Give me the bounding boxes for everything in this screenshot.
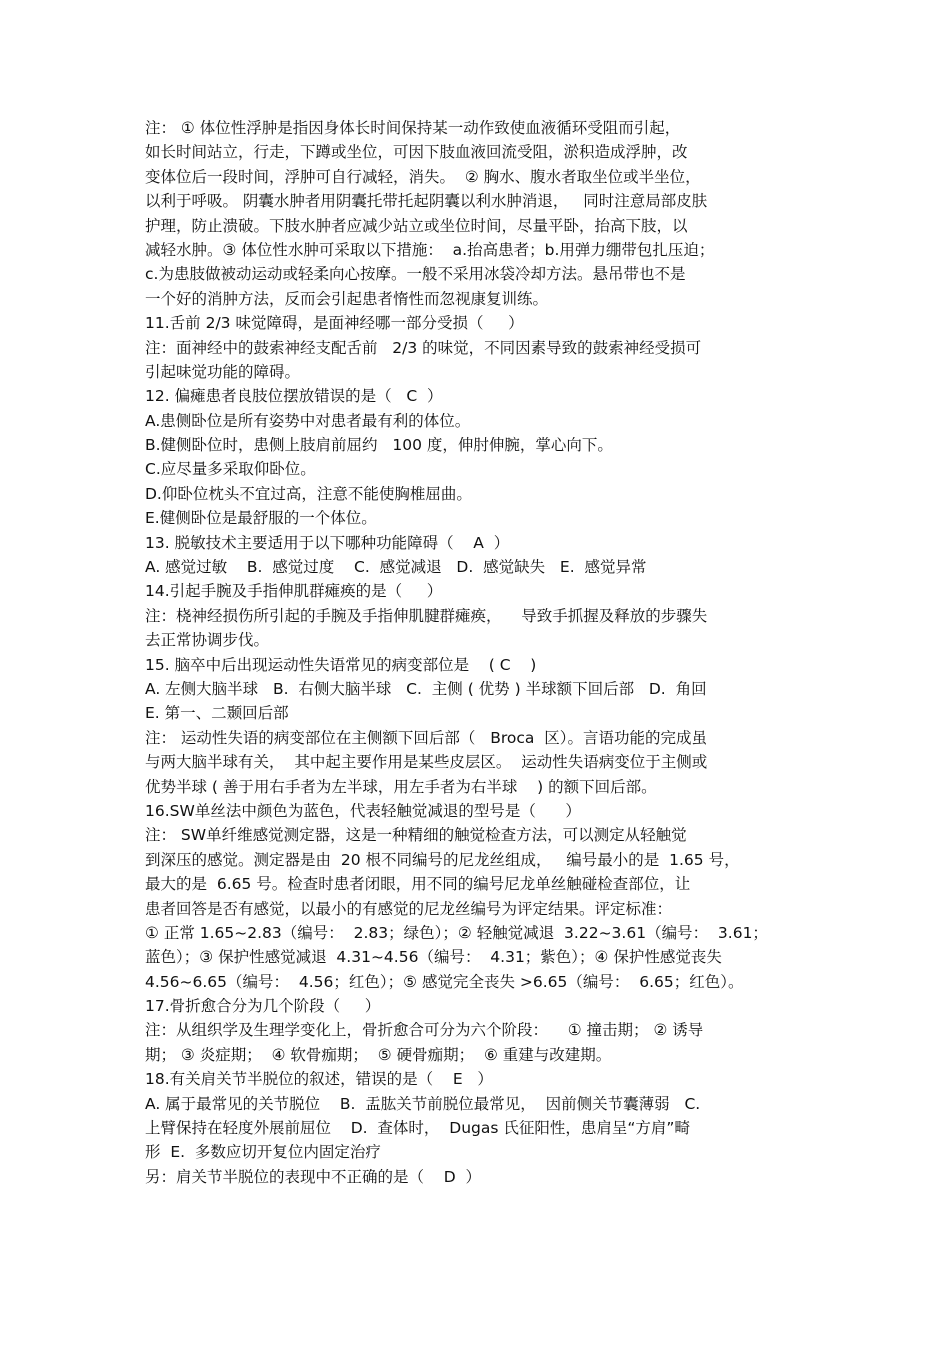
- options-18-cont2: 形 E. 多数应切开复位内固定治疗: [145, 1143, 381, 1162]
- option-12-c: C.应尽量多采取仰卧位。: [145, 460, 316, 479]
- question-11: 11.舌前 2/3 味觉障碍，是面神经哪一部分受损（ ）: [145, 314, 524, 333]
- text-line-31: 到深压的感觉。测定器是由 20 根不同编号的尼龙丝组成， 编号最小的是 1.65 号，: [145, 850, 740, 869]
- question-17: 17.骨折愈合分为几个阶段（ ）: [145, 997, 381, 1016]
- text-line-08: 一个好的消肿方法，反而会引起患者惰性而忽视康复训练。: [145, 289, 549, 308]
- text-line-38: 注：从组织学及生理学变化上，骨折愈合可分为六个阶段： ① 撞击期； ② 诱导: [145, 1021, 704, 1040]
- options-13: A. 感觉过敏 B. 感觉过度 C. 感觉减退 D. 感觉缺失 E. 感觉异常: [145, 558, 647, 577]
- option-12-a: A.患侧卧位是所有姿势中对患者最有利的体位。: [145, 411, 471, 430]
- text-line-39: 期； ③ 炎症期； ④ 软骨痂期； ⑤ 硬骨痂期； ⑥ 重建与改建期。: [145, 1045, 612, 1064]
- question-16: 16.SW单丝法中颜色为蓝色，代表轻触觉减退的型号是（ ）: [145, 801, 581, 820]
- text-line-34: ① 正常 1.65~2.83（编号： 2.83；绿色）；② 轻触觉减退 3.22~3.61（编号： 3.61；: [145, 923, 768, 942]
- text-line-30: 注： SW单纤维感觉测定器，这是一种精细的触觉检查方法，可以测定从轻触觉: [145, 826, 687, 845]
- options-18-cont: 上臂保持在轻度外展前屈位 D. 查体时， Dugas 氏征阳性，患肩呈“方肩”畸: [145, 1119, 690, 1138]
- question-extra: 另：肩关节半脱位的表现中不正确的是（ D ）: [145, 1167, 481, 1186]
- text-line-03: 变体位后一段时间，浮肿可自行减轻，消失。 ② 胸水、腹水者取坐位或半坐位，: [145, 167, 701, 186]
- text-line-36: 4.56~6.65（编号： 4.56；红色）；⑤ 感觉完全丧失 >6.65（编号： 6.65；红色）。: [145, 972, 744, 991]
- text-line-06: 减轻水肿。③ 体位性水肿可采取以下措施： a.抬高患者；b.用弹力绷带包扎压迫；: [145, 240, 715, 259]
- document-page: [145, 116, 810, 1189]
- text-line-11: 引起味觉功能的障碍。: [145, 362, 301, 381]
- text-line-02: 如长时间站立，行走，下蹲或坐位，可因下肢血液回流受阻，淤积造成浮肿，改: [145, 143, 688, 162]
- option-12-b: B.健侧卧位时，患侧上肢肩前屈约 100 度，伸肘伸腕，掌心向下。: [145, 436, 613, 455]
- text-line-01: 注： ① 体位性浮肿是指因身体长时间保持某一动作致使血液循环受阻而引起，: [145, 119, 681, 137]
- text-line-33: 患者回答是否有感觉，以最小的有感觉的尼龙丝编号为评定结果。评定标准：: [145, 899, 673, 918]
- question-12: 12. 偏瘫患者良肢位摆放错误的是（ C ）: [145, 387, 443, 406]
- question-15: 15. 脑卒中后出现运动性失语常见的病变部位是 ( C ): [145, 655, 537, 674]
- text-line-07: c.为患肢做被动运动或轻柔向心按摩。一般不采用冰袋冷却方法。悬吊带也不是: [145, 265, 686, 284]
- text-line-04: 以利于呼吸。 阴囊水肿者用阴囊托带托起阴囊以利水肿消退， 同时注意局部皮肤: [145, 192, 708, 211]
- text-line-32: 最大的是 6.65 号。检查时患者闭眼，用不同的编号尼龙单丝触碰检查部位，让: [145, 875, 691, 894]
- text-line-05: 护理，防止溃破。下肢水肿者应减少站立或坐位时间，尽量平卧，抬高下肢，以: [145, 216, 688, 235]
- text-line-26: 注： 运动性失语的病变部位在主侧额下回后部（ Broca 区）。言语功能的完成虽: [145, 728, 707, 747]
- text-line-28: 优势半球 ( 善于用右手者为左半球，用左手者为右半球 ) 的额下回后部。: [145, 777, 657, 796]
- options-18: A. 属于最常见的关节脱位 B. 盂肱关节前脱位最常见， 因前侧关节囊薄弱 C.: [145, 1094, 701, 1113]
- option-12-d: D.仰卧位枕头不宜过高，注意不能使胸椎屈曲。: [145, 484, 472, 503]
- text-line-35: 蓝色）；③ 保护性感觉减退 4.31~4.56（编号： 4.31；紫色）；④ 保护性感觉丧失: [145, 948, 722, 967]
- option-12-e: E.健侧卧位是最舒服的一个体位。: [145, 509, 377, 528]
- options-15-cont: E. 第一、二颞回后部: [145, 704, 289, 723]
- question-13: 13. 脱敏技术主要适用于以下哪种功能障碍（ A ）: [145, 533, 510, 552]
- text-line-22: 去正常协调步伐。: [145, 631, 270, 650]
- text-line-27: 与两大脑半球有关， 其中起主要作用是某些皮层区。 运动性失语病变位于主侧或: [145, 753, 708, 772]
- question-18: 18.有关肩关节半脱位的叙述，错误的是（ E ）: [145, 1070, 493, 1089]
- text-line-10: 注：面神经中的鼓索神经支配舌前 2/3 的味觉，不同因素导致的鼓索神经受损可: [145, 338, 702, 357]
- options-15: A. 左侧大脑半球 B. 右侧大脑半球 C. 主侧 ( 优势 ) 半球额下回后部 D. 角回: [145, 679, 707, 698]
- text-line-21: 注：桡神经损伤所引起的手腕及手指伸肌腱群瘫痪， 导致手抓握及释放的步骤失: [145, 606, 708, 625]
- question-14: 14.引起手腕及手指伸肌群瘫痪的是（ ）: [145, 582, 443, 601]
